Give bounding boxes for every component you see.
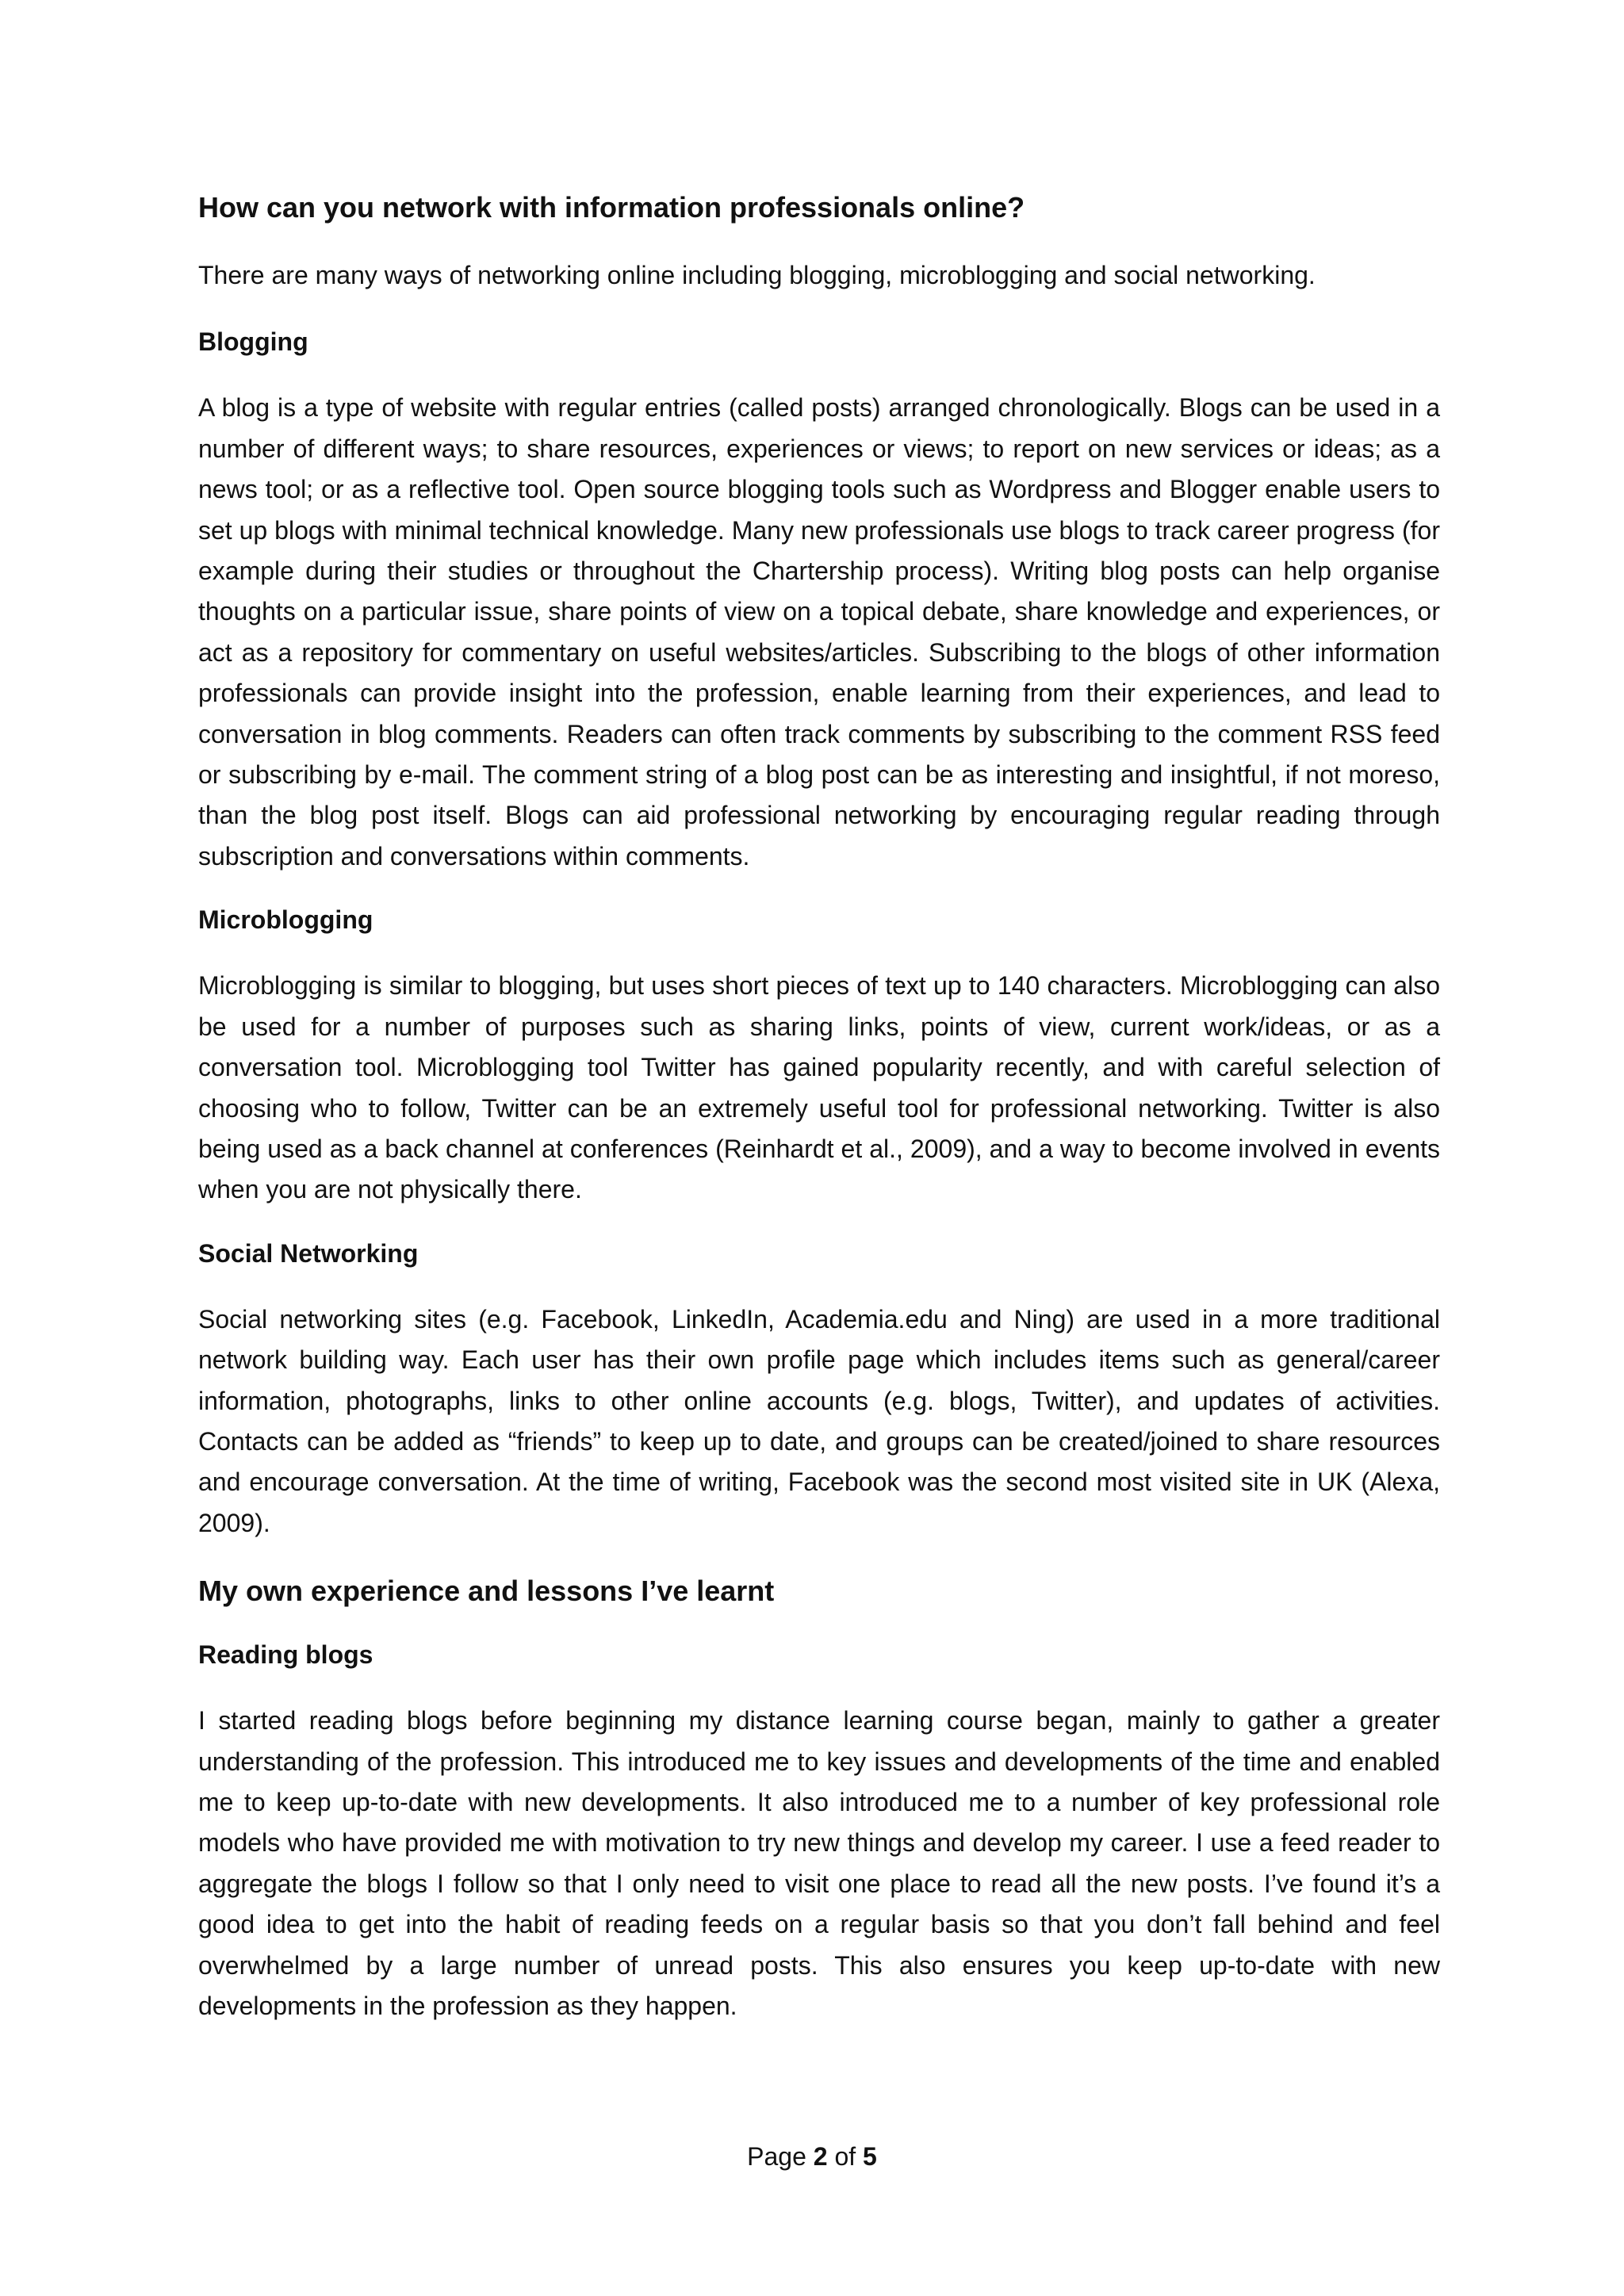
- current-page-number: 2: [813, 2142, 828, 2171]
- document-page: [198, 190, 1440, 2053]
- subheading-microblogging: Microblogging: [198, 905, 373, 935]
- subheading-social-networking: Social Networking: [198, 1238, 419, 1268]
- section-heading-networking-online: How can you network with information professionals online?: [198, 191, 1025, 224]
- section-heading-experience: My own experience and lessons I’ve learnt: [198, 1575, 775, 1608]
- paragraph-microblogging: Microblogging is similar to blogging, but uses short pieces of text up to 140 characters. Microblogging can also be used for a number of purposes such as sharing links, points of view, current work/ideas, or as a conversation tool. Microblogging tool Twitter has gained popularity recently, and with careful selection of choosing who to follow, Twitter can be an extremely useful tool for professional networking. Twitter is also being used as a back channel at conferences (Reinhardt et al., 2009), and a way to become involved in events when you are not physically there.: [198, 971, 1440, 1204]
- paragraph-social-networking: Social networking sites (e.g. Facebook, LinkedIn, Academia.edu and Ning) are used in a more traditional network building way. Each user has their own profile page which includes items such as general/career information, photographs, links to other online accounts (e.g. blogs, Twitter), and updates of activities. Contacts can be added as “friends” to keep up to date, and groups can be created/joined to share resources and encourage conversation. At the time of writing, Facebook was the second most visited site in UK (Alexa, 2009).: [198, 1304, 1440, 1537]
- paragraph-blogging: A blog is a type of website with regular entries (called posts) arranged chronologically. Blogs can be used in a number of different ways; to share resources, experiences or views; to report on new services or ideas; as a news tool; or as a reflective tool. Open source blogging tools such as Wordpress and Blogger enable users to set up blogs with minimal technical knowledge. Many new professionals use blogs to track career progress (for example during their studies or throughout the Chartership process). Writing blog posts can help organise thoughts on a particular issue, share points of view on a topical debate, share knowledge and experiences, or act as a repository for commentary on useful websites/articles. Subscribing to the blogs of other information professionals can provide insight into the profession, enable learning from their experiences, and lead to conversation in blog comments. Readers can often track comments by subscribing to the comment RSS feed or subscribing by e-mail. The comment string of a blog post can be as interesting and insightful, if not moreso, than the blog post itself. Blogs can aid professional networking by encouraging regular reading through subscription and conversations within comments.: [198, 393, 1440, 871]
- page-label: Page: [747, 2142, 814, 2171]
- subheading-blogging: Blogging: [198, 327, 308, 357]
- subheading-reading-blogs: Reading blogs: [198, 1640, 373, 1670]
- total-page-number: 5: [863, 2142, 877, 2171]
- page-of-label: of: [827, 2142, 864, 2171]
- intro-paragraph: There are many ways of networking online including blogging, microblogging and social networking.: [198, 261, 1316, 289]
- page-footer: [0, 2141, 1624, 2172]
- paragraph-reading-blogs: I started reading blogs before beginning my distance learning course began, mainly to gather a greater understanding of the profession. This introduced me to key issues and developments of the time and enabled me to keep up-to-date with new developments. It also introduced me to a number of key professional role models who have provided me with motivation to try new things and develop my career. I use a feed reader to aggregate the blogs I follow so that I only need to visit one place to read all the new posts. I’ve found it’s a good idea to get into the habit of reading feeds on a regular basis so that you don’t fall behind and feel overwhelmed by a large number of unread posts. This also ensures you keep up-to-date with new developments in the profession as they happen.: [198, 1706, 1440, 2020]
